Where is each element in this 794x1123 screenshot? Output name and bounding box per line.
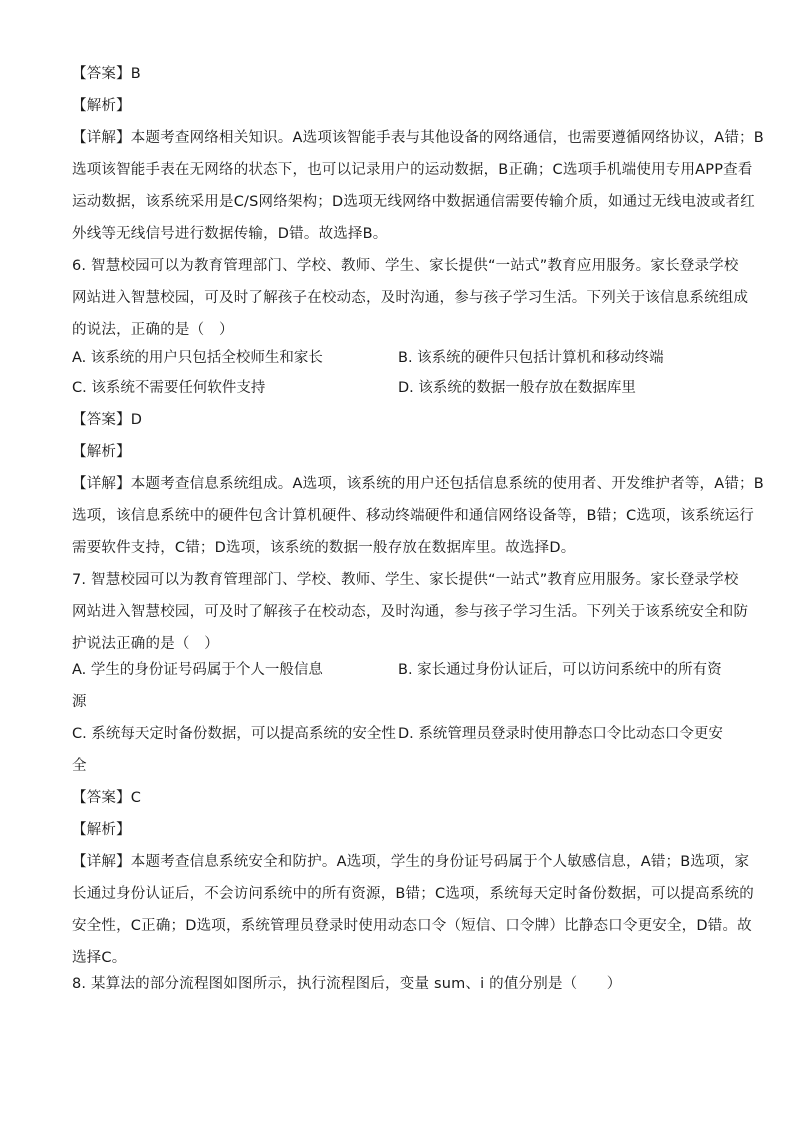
explanation-line: 【详解】本题考查信息系统安全和防护。A选项，学生的身份证号码属于个人敏感信息，A错；B选项，家: [72, 854, 750, 870]
question-7-option-c: C. 系统每天定时备份数据，可以提高系统的安全性: [72, 726, 396, 742]
question-6-option-d: D. 该系统的数据一般存放在数据库里: [398, 380, 636, 396]
explanation-line: 安全性，C正确；D选项，系统管理员登录时使用动态口令（短信、口令牌）比静态口令更安全，D错。故: [72, 918, 752, 934]
explanation-line: 选择C。: [72, 950, 127, 966]
explanation-line: 选项，该信息系统中的硬件包含计算机硬件、移动终端硬件和通信网络设备等，B错；C选项，该系统运行: [72, 508, 754, 524]
question-7-stem: 护说法正确的是（ ）: [72, 636, 219, 652]
question-6-option-a: A. 该系统的用户只包括全校师生和家长: [72, 350, 323, 366]
explanation-line: 外线等无线信号进行数据传输，D错。故选择B。: [72, 226, 388, 242]
analysis-label: 【解析】: [72, 98, 131, 114]
question-6-stem: 的说法，正确的是（ ）: [72, 322, 234, 338]
question-7-option-d-wrap: 全: [72, 758, 87, 774]
question-7-option-d: D. 系统管理员登录时使用静态口令比动态口令更安: [398, 726, 723, 742]
answer-label: 【答案】D: [72, 412, 143, 428]
question-6-stem: 网站进入智慧校园，可及时了解孩子在校动态，及时沟通，参与孩子学习生活。下列关于该信息系统组成: [72, 290, 749, 306]
analysis-label: 【解析】: [72, 444, 131, 460]
question-7-stem: 7. 智慧校园可以为教育管理部门、学校、教师、学生、家长提供“一站式”教育应用服务。家长登录学校: [72, 572, 739, 588]
explanation-line: 长通过身份认证后，不会访问系统中的所有资源，B错；C选项，系统每天定时备份数据，可以提高系统的: [72, 886, 754, 902]
explanation-line: 运动数据，该系统采用是C/S网络架构；D选项无线网络中数据通信需要传输介质，如通过无线电波或者红: [72, 194, 755, 210]
question-6-stem: 6. 智慧校园可以为教育管理部门、学校、教师、学生、家长提供“一站式”教育应用服务。家长登录学校: [72, 258, 739, 274]
question-7-stem: 网站进入智慧校园，可及时了解孩子在校动态，及时沟通，参与孩子学习生活。下列关于该系统安全和防: [72, 604, 749, 620]
question-6-option-b: B. 该系统的硬件只包括计算机和移动终端: [398, 350, 664, 366]
question-7-option-b-wrap: 源: [72, 694, 87, 710]
explanation-line: 选项该智能手表在无网络的状态下，也可以记录用户的运动数据，B正确；C选项手机端使用专用APP查看: [72, 162, 753, 178]
explanation-line: 需要软件支持，C错；D选项，该系统的数据一般存放在数据库里。故选择D。: [72, 540, 576, 556]
question-7-option-a: A. 学生的身份证号码属于个人一般信息: [72, 662, 323, 678]
answer-label: 【答案】C: [72, 790, 142, 806]
question-8-stem: 8. 某算法的部分流程图如图所示，执行流程图后，变量 sum、i 的值分别是（ ）: [72, 976, 622, 992]
analysis-label: 【解析】: [72, 822, 131, 838]
explanation-line: 【详解】本题考查信息系统组成。A选项，该系统的用户还包括信息系统的使用者、开发维护者等，A错；B: [72, 476, 764, 492]
explanation-line: 【详解】本题考查网络相关知识。A选项该智能手表与其他设备的网络通信，也需要遵循网络协议，A错；B: [72, 130, 764, 146]
question-7-option-b: B. 家长通过身份认证后，可以访问系统中的所有资: [398, 662, 722, 678]
answer-label: 【答案】B: [72, 66, 141, 82]
question-6-option-c: C. 该系统不需要任何软件支持: [72, 380, 266, 396]
